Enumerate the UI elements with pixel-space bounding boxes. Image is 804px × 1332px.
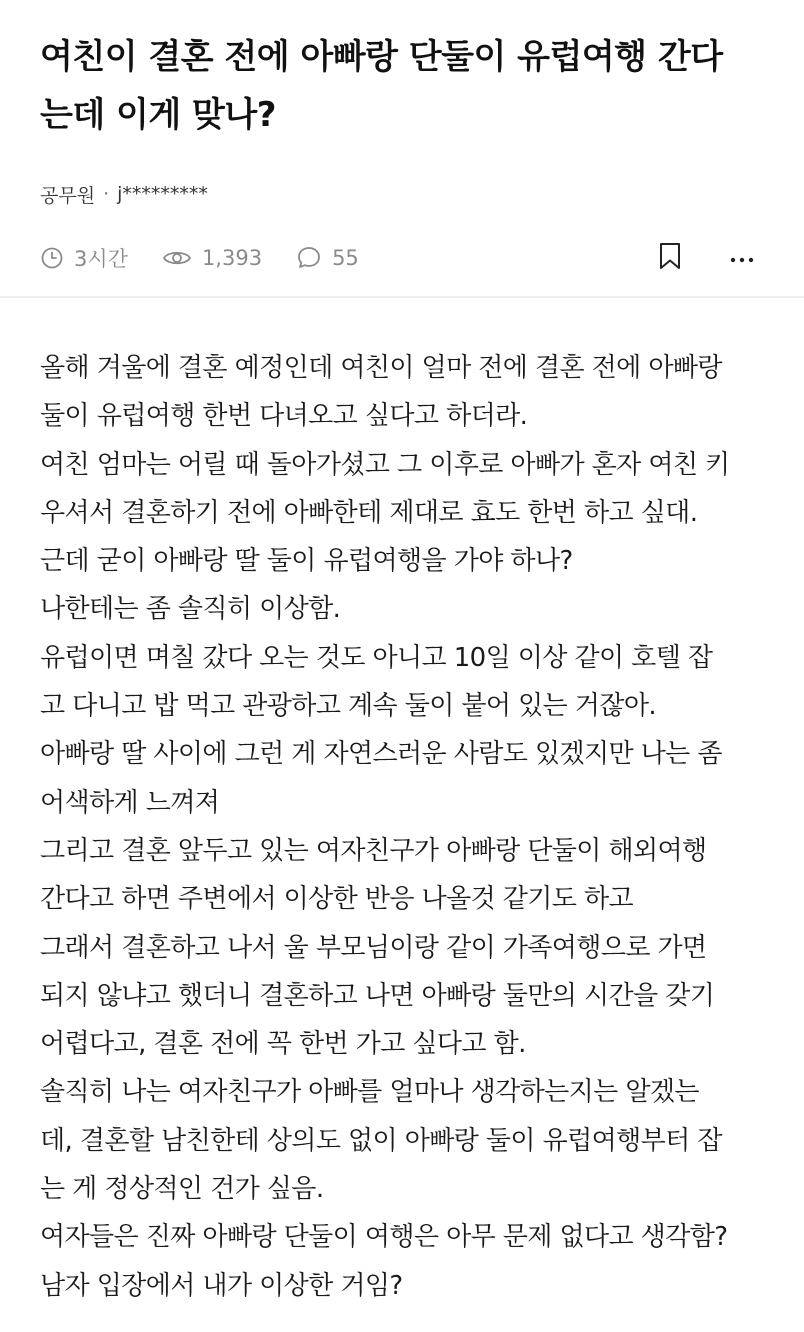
post-body-line: 둘이 유럽여행 한번 다녀오고 싶다고 하더라.	[40, 401, 528, 432]
post-body-line: 고 다니고 밥 먹고 관광하고 계속 둘이 붙어 있는 거잖아.	[40, 691, 656, 722]
header-divider	[0, 296, 804, 298]
post-body-line: 나한테는 좀 솔직히 이상함.	[40, 594, 341, 625]
more-button[interactable]	[726, 242, 758, 274]
post-body-line: 근데 굳이 아빠랑 딸 둘이 유럽여행을 가야 하나?	[40, 546, 573, 577]
post-body-line: 되지 않냐고 했더니 결혼하고 나면 아빠랑 둘만의 시간을 갖기	[40, 980, 715, 1011]
post-comments[interactable]	[296, 245, 359, 271]
post-body-line: 유럽이면 며칠 갔다 오는 것도 아니고 10일 이상 같이 호텔 잡	[40, 642, 713, 673]
post-title-line: 는데 이게 맞나?	[40, 95, 276, 135]
post-header	[0, 0, 804, 278]
post-body	[40, 344, 780, 1310]
author-row	[40, 180, 764, 208]
post-body-line: 어렵다고, 결혼 전에 꼭 한번 가고 싶다고 함.	[40, 1029, 526, 1060]
comment-bubble-icon	[296, 245, 322, 271]
post-body-line: 그리고 결혼 앞두고 있는 여자친구가 아빠랑 단둘이 해외여행	[40, 835, 707, 866]
post-comments-count: 55	[332, 246, 359, 270]
post-views-count: 1,393	[201, 246, 263, 270]
post-body-line: 남자 입장에서 내가 이상한 거임?	[40, 1270, 403, 1301]
post-views	[162, 246, 262, 270]
clock-icon	[40, 246, 64, 270]
author-category[interactable]: 공무원	[40, 184, 96, 207]
post-body-line: 간다고 하면 주변에서 이상한 반응 나올것 같기도 하고	[40, 884, 634, 915]
author-name[interactable]: j*********	[117, 183, 208, 205]
author-separator: ·	[103, 183, 110, 205]
post-body-line: 는 게 정상적인 건가 싶음.	[40, 1174, 324, 1205]
more-dots-icon	[730, 249, 754, 268]
post-time	[40, 243, 128, 273]
post-body-line: 데, 결혼할 남친한테 상의도 없이 아빠랑 둘이 유럽여행부터 잡	[40, 1125, 722, 1156]
bookmark-icon	[658, 242, 682, 274]
post-body-line: 여친 엄마는 어릴 때 돌아가셨고 그 이후로 아빠가 혼자 여친 키	[40, 449, 730, 480]
post-body-line: 여자들은 진짜 아빠랑 단둘이 여행은 아무 문제 없다고 생각함?	[40, 1222, 728, 1253]
post-time-text: 3시간	[74, 247, 128, 271]
post-body-line: 우셔서 결혼하기 전에 아빠한테 제대로 효도 한번 하고 싶대.	[40, 497, 698, 528]
post-body-line: 그래서 결혼하고 나서 울 부모님이랑 같이 가족여행으로 가면	[40, 932, 707, 963]
post-title	[40, 28, 764, 144]
post-body-line: 올해 겨울에 결혼 예정인데 여친이 얼마 전에 결혼 전에 아빠랑	[40, 353, 722, 383]
eye-icon	[162, 246, 192, 270]
post-title-line: 여친이 결혼 전에 아빠랑 단둘이 유럽여행 간다	[40, 37, 723, 77]
post-body-line: 솔직히 나는 여자친구가 아빠를 얼마나 생각하는지는 알겠는	[40, 1077, 699, 1108]
post-body-line: 아빠랑 딸 사이에 그런 게 자연스러운 사람도 있겠지만 나는 좀	[40, 739, 722, 770]
post-actions	[654, 242, 764, 274]
post-stats	[40, 243, 359, 273]
meta-row	[40, 238, 764, 278]
post-body-line: 어색하게 느껴져	[40, 787, 220, 818]
bookmark-button[interactable]	[654, 242, 686, 274]
